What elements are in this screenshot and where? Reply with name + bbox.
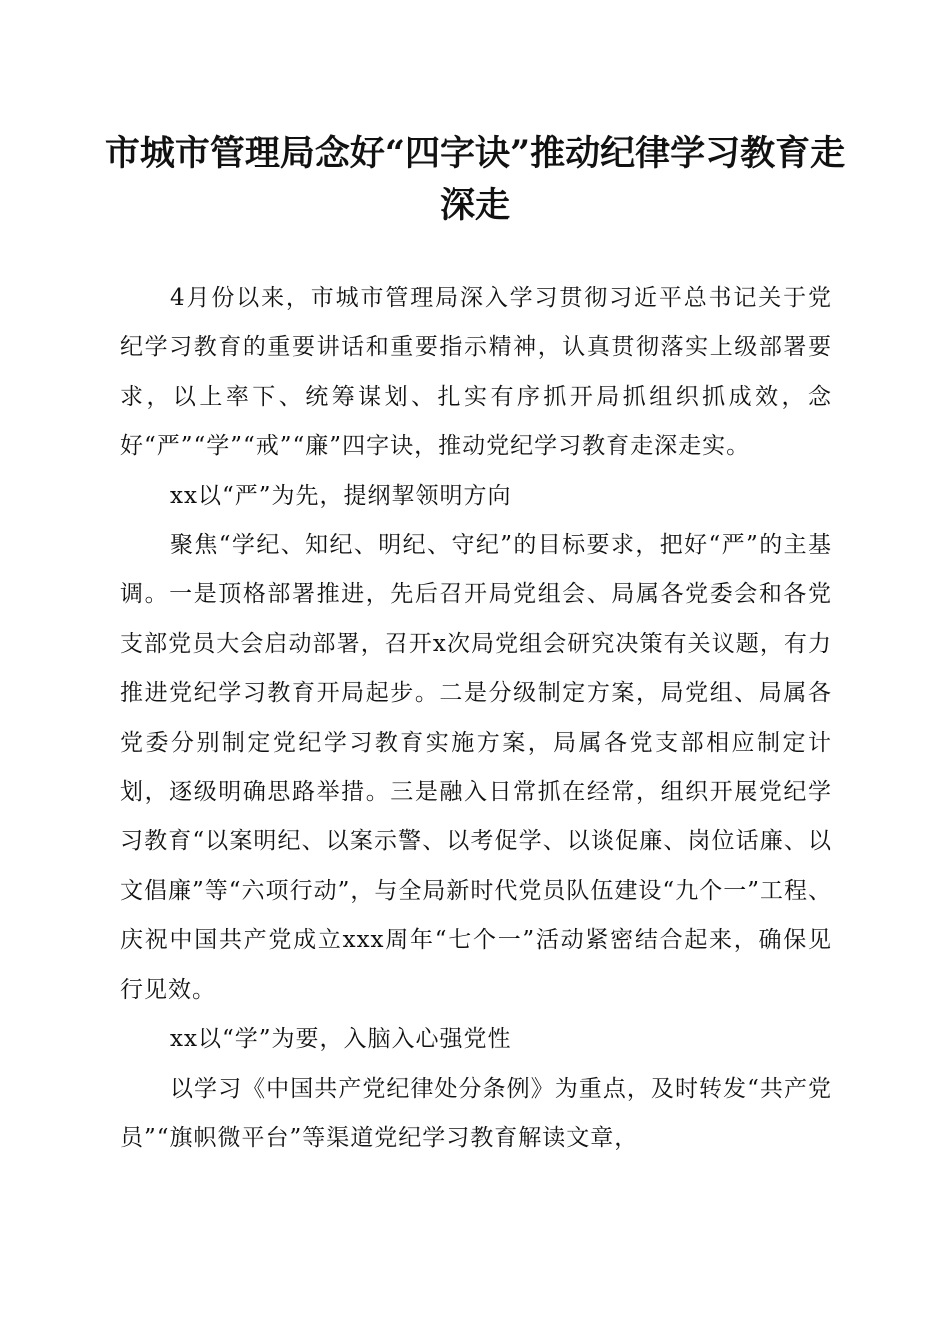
section-paragraph-study: 以学习《中国共产党纪律处分条例》为重点，及时转发“共产党员”“旗帜微平台”等渠道党纪学习教育解读文章， <box>120 1075 832 1151</box>
section-heading-study: xx以“学”为要，入脑入心强党性 <box>170 1026 512 1053</box>
document-title: 市城市管理局念好“四字诀”推动纪律学习教育走深走 <box>104 133 846 226</box>
intro-paragraph: 4月份以来，市城市管理局深入学习贯彻习近平总书记关于党纪学习教育的重要讲话和重要指示精神，认真贯彻落实上级部署要求，以上率下、统筹谋划、扎实有序抓开局抓组织抓成效，念好“严”“学”“戒”“廉”四字诀，推动党纪学习教育走深走实。 <box>120 285 832 460</box>
section-heading-strict: xx以“严”为先，提纲挈领明方向 <box>170 482 512 509</box>
section-paragraph-strict: 聚焦“学纪、知纪、明纪、守纪”的目标要求，把好“严”的主基调。一是顶格部署推进，先后召开局党组会、局属各党委会和各党支部党员大会启动部署，召开x次局党组会研究决策有关议题，有力推进党纪学习教育开局起步。二是分级制定方案，局党组、局属各党委分别制定党纪学习教育实施方案，局属各党支部相应制定计划，逐级明确思路举措。三是融入日常抓在经常，组织开展党纪学习教育“以案明纪、以案示警、以考促学、以谈促廉、岗位话廉、以文倡廉”等“六项行动”，与全局新时代党员队伍建设“九个一”工程、庆祝中国共产党成立xxx周年“七个一”活动紧密结合起来，确保见行见效。 <box>120 532 832 1003</box>
document-body <box>120 274 832 1163</box>
